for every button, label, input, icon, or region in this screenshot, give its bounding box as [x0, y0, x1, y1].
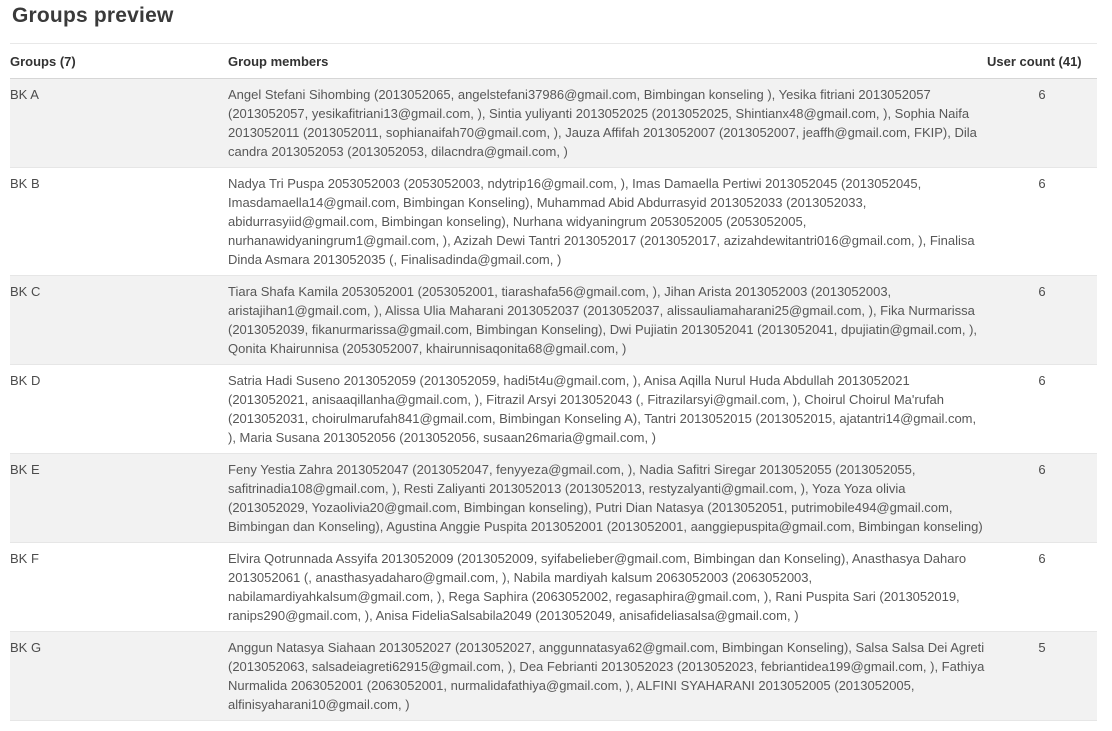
user-count-cell: 6 — [1038, 462, 1046, 477]
user-count-cell: 6 — [1038, 373, 1046, 388]
table-row — [10, 79, 1097, 168]
table-row — [10, 365, 1097, 454]
column-header-group-members: Group members — [228, 44, 987, 79]
group-name-cell: BK D — [10, 373, 41, 388]
group-members-cell: Elvira Qotrunnada Assyifa 2013052009 (2013052009, syifabelieber@gmail.com, Bimbingan dan Konseling), Anasthasya Daharo 2013052061 (, anasthasyadaharo@gmail.com, ), Nabila mardiyah kalsum 2063052003 (2063052003, nabilamardiyahkalsum@gmail.com, ), Rega Saphira (2063052002, regasaphira@gmail.com, ), Rani Puspita Sari (2013052019, ranips290@gmail.com, ), Anisa FideliaSalsabila2049 (2013052049, anisafideliasalsa@gmail.com, ) — [228, 551, 967, 623]
group-name-cell: BK F — [10, 551, 39, 566]
groups-table-body — [10, 79, 1097, 721]
user-count-cell: 5 — [1038, 640, 1046, 655]
table-row — [10, 454, 1097, 543]
user-count-cell: 6 — [1038, 284, 1046, 299]
table-row — [10, 632, 1097, 721]
groups-table — [10, 43, 1097, 721]
group-members-cell: Feny Yestia Zahra 2013052047 (2013052047, fenyyeza@gmail.com, ), Nadia Safitri Siregar 2013052055 (2013052055, safitrinadia108@gmail.com, ), Resti Zaliyanti 2013052013 (2013052013, restyzalyanti@gmail.com, ), Yoza Yoza olivia (2013052029, Yozaolivia20@gmail.com, Bimbingan konseling), Putri Dian Natasya (2013052051, putrimobile494@gmail.com, Bimbingan dan Konseling), Agustina Anggie Puspita 2013052001 (2013052001, aanggiepuspita@gmail.com, Bimbingan konseling) — [228, 462, 983, 534]
page-title: Groups preview — [12, 4, 174, 27]
column-header-groups: Groups (7) — [10, 44, 228, 79]
group-name-cell: BK B — [10, 176, 40, 191]
table-row — [10, 543, 1097, 632]
group-name-cell: BK G — [10, 640, 42, 655]
user-count-cell: 6 — [1038, 176, 1046, 191]
column-header-user-count: User count (41) — [987, 44, 1097, 79]
group-members-cell: Satria Hadi Suseno 2013052059 (2013052059, hadi5t4u@gmail.com, ), Anisa Aqilla Nurul Huda Abdullah 2013052021 (2013052021, anisaaqillanha@gmail.com, ), Fitrazil Arsyi 2013052043 (, Fitrazilarsyi@gmail.com, ), Choirul Choirul Ma'rufah (2013052031, choirulmarufah841@gmail.com, Bimbingan Konseling A), Tantri 2013052015 (2013052015, ajatantri14@gmail.com, ), Maria Susana 2013052056 (2013052056, susaan26maria@gmail.com, ) — [228, 373, 977, 445]
user-count-cell: 6 — [1038, 551, 1046, 566]
group-members-cell: Nadya Tri Puspa 2053052003 (2053052003, ndytrip16@gmail.com, ), Imas Damaella Pertiwi 2013052045 (2013052045, Imasdamaella14@gmail.com, Bimbingan Konseling), Muhammad Abid Abdurrasyid 2013052033 (2013052033, abidurrasyiid@gmail.com, Bimbingan konseling), Nurhana widyaningrum 2053052005 (2053052005, nurhanawidyaningrum1@gmail.com, ), Azizah Dewi Tantri 2013052017 (2013052017, azizahdewitantri016@gmail.com, ), Finalisa Dinda Asmara 2013052035 (, Finalisadinda@gmail.com, ) — [228, 176, 975, 267]
group-members-cell: Tiara Shafa Kamila 2053052001 (2053052001, tiarashafa56@gmail.com, ), Jihan Arista 2013052003 (2013052003, aristajihan1@gmail.com, ), Alissa Ulia Maharani 2013052037 (2013052037, alissauliamaharani25@gmail.com, ), Fika Nurmarissa (2013052039, fikanurmarissa@gmail.com, Bimbingan Konseling), Dwi Pujiatin 2013052041 (2013052041, dpujiatin@gmail.com, ), Qonita Khairunnisa (2053052007, khairunnisaqonita68@gmail.com, ) — [228, 284, 978, 356]
group-members-cell: Anggun Natasya Siahaan 2013052027 (2013052027, anggunnatasya62@gmail.com, Bimbingan Konseling), Salsa Salsa Dei Agreti (2013052063, salsadeiagreti62915@gmail.com, ), Dea Febrianti 2013052023 (2013052023, febriantidea199@gmail.com, ), Fathiya Nurmalida 2063052001 (2063052001, nurmalidafathiya@gmail.com, ), ALFINI SYAHARANI 2013052005 (2013052005, alfinisyaharani10@gmail.com, ) — [228, 640, 985, 712]
group-name-cell: BK C — [10, 284, 41, 299]
group-members-cell: Angel Stefani Sihombing (2013052065, angelstefani37986@gmail.com, Bimbingan konseling ), Yesika fitriani 2013052057 (2013052057, yesikafitriani13@gmail.com, ), Sintia yuliyanti 2013052025 (2013052025, Shintianx48@gmail.com, ), Sophia Naifa 2013052011 (2013052011, sophianaifah70@gmail.com, ), Jauza Affifah 2013052007 (2013052007, jeaffh@gmail.com, FKIP), Dila candra 2013052053 (2013052053, dilacndra@gmail.com, ) — [228, 87, 977, 159]
group-name-cell: BK E — [10, 462, 40, 477]
user-count-cell: 6 — [1038, 87, 1046, 102]
table-row — [10, 276, 1097, 365]
group-name-cell: BK A — [10, 87, 39, 102]
groups-table-header — [10, 44, 1097, 79]
table-row — [10, 168, 1097, 276]
